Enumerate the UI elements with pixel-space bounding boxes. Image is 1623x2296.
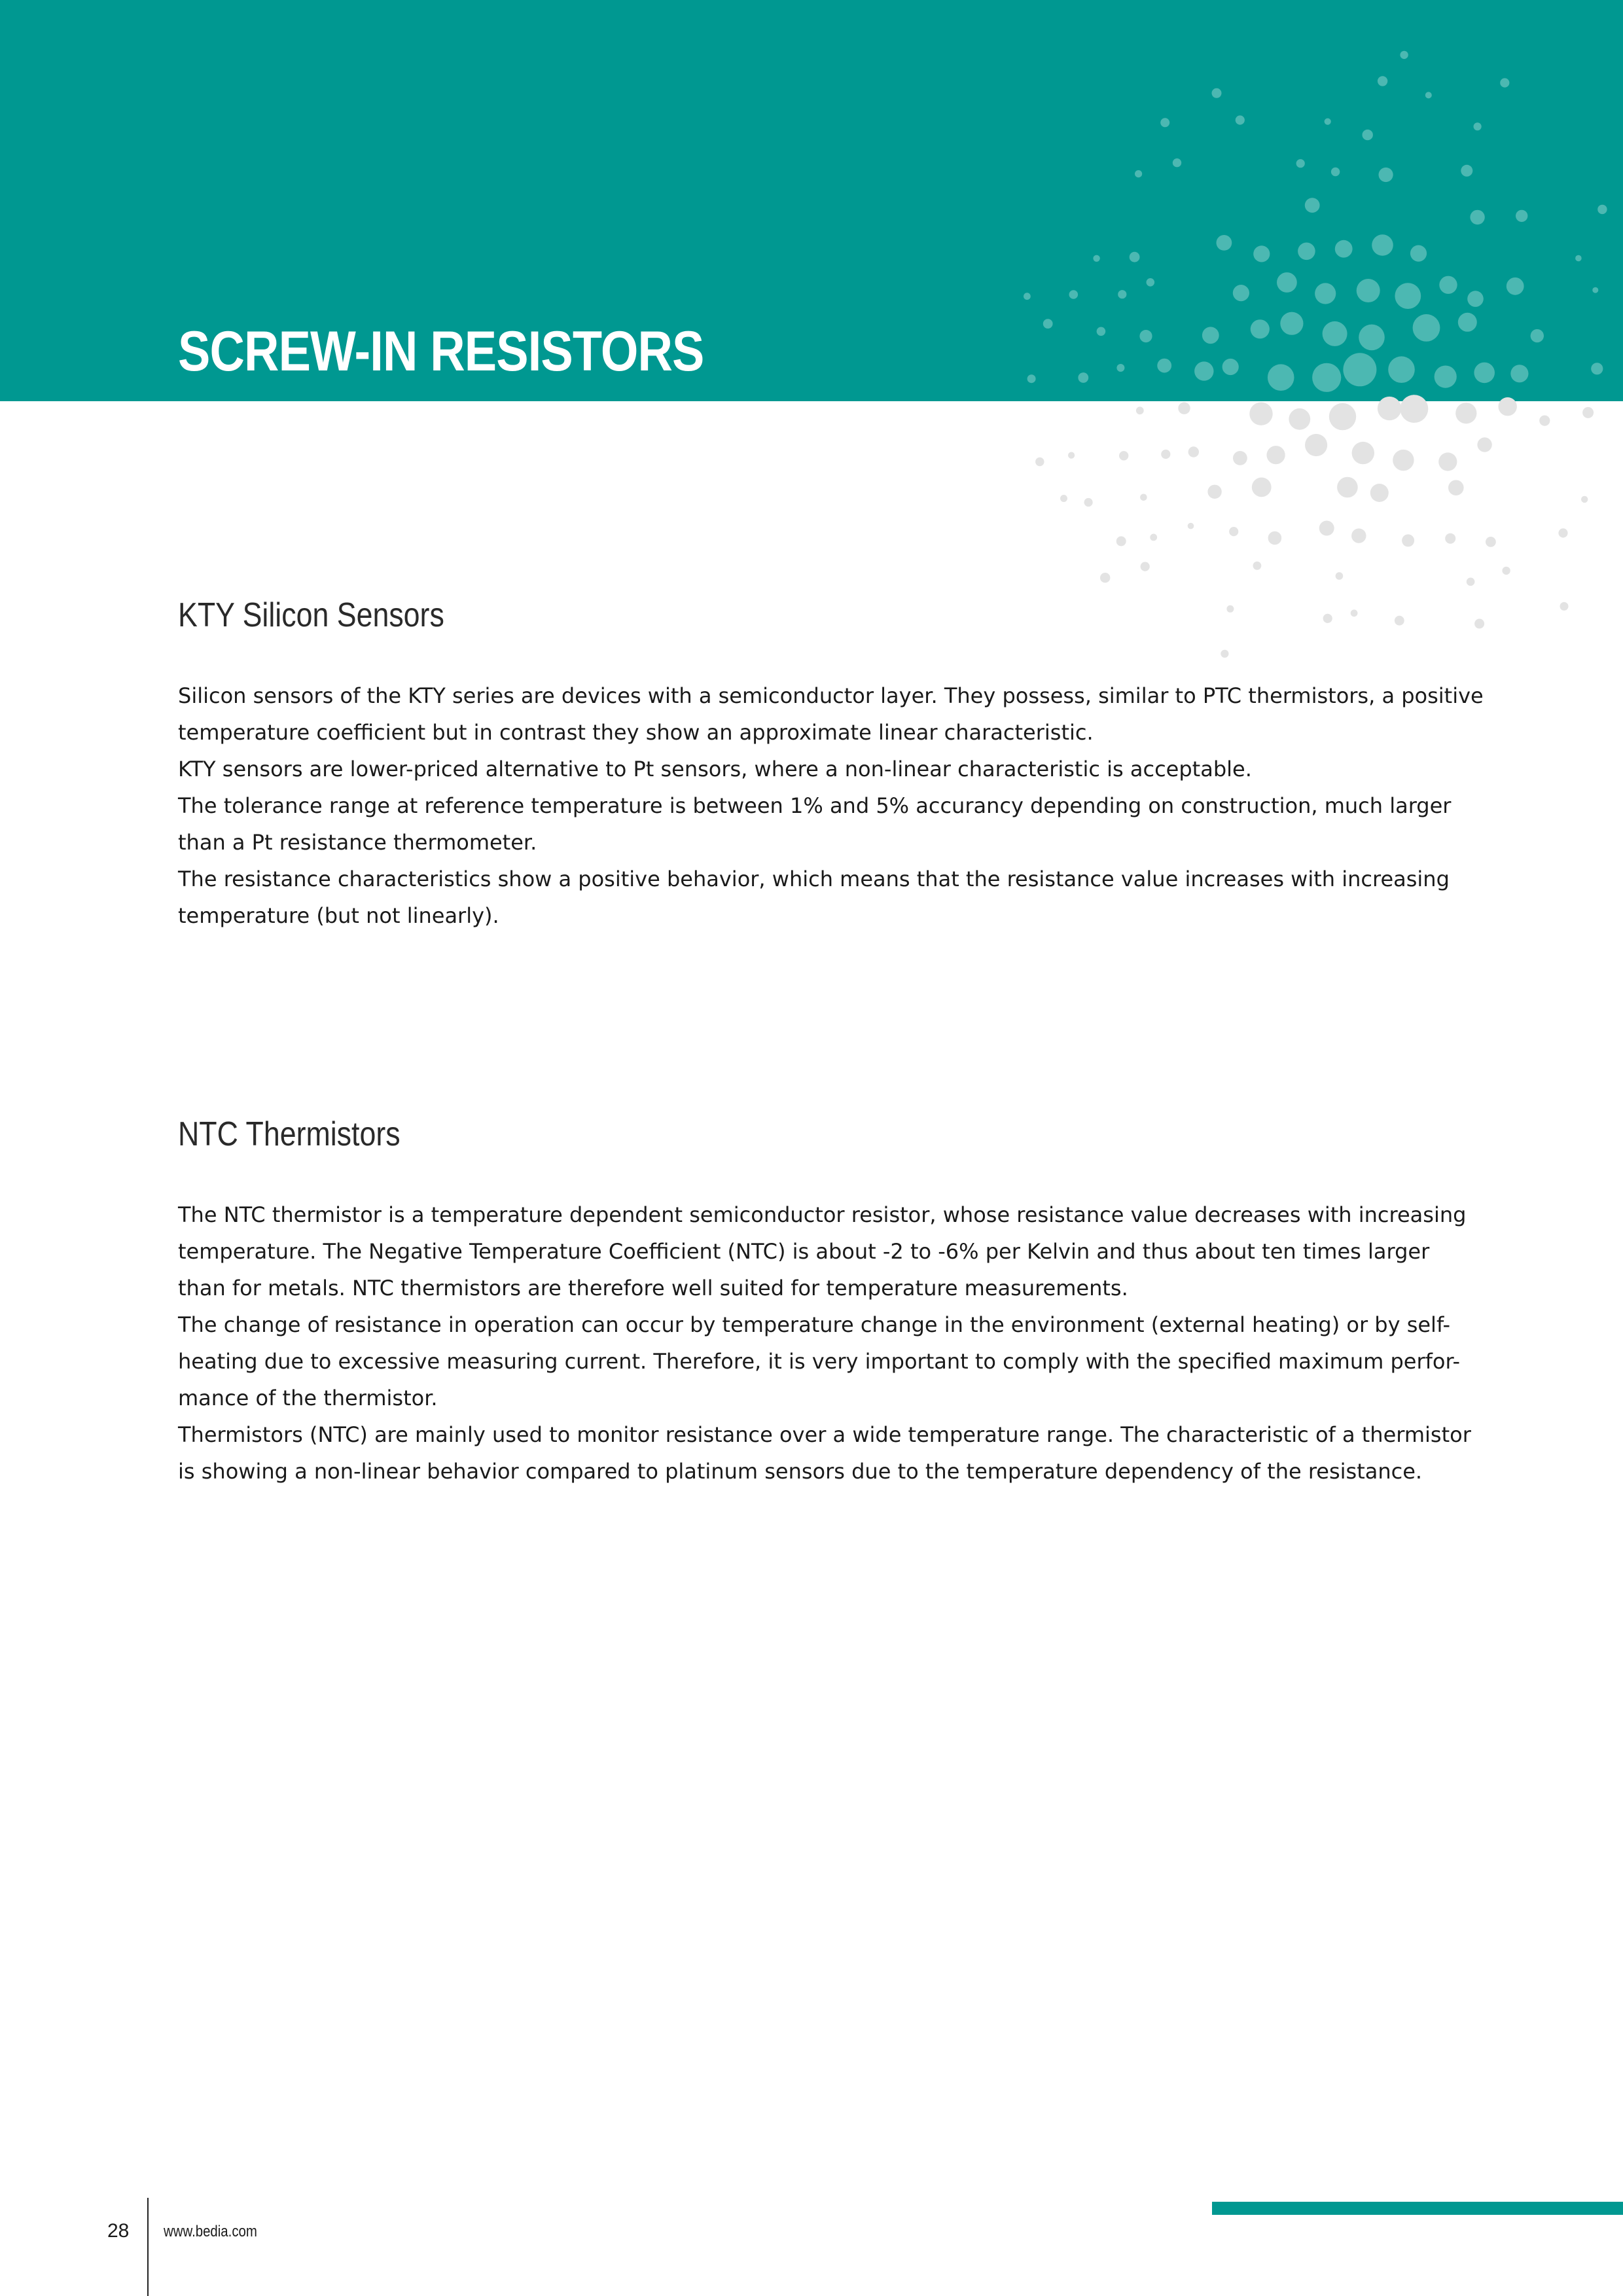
decorative-dot — [1539, 416, 1550, 426]
decorative-dot — [1363, 130, 1373, 140]
decorative-dot — [1357, 279, 1380, 302]
decorative-dot — [1592, 287, 1598, 293]
decorative-dot — [1069, 290, 1079, 299]
body-line: The tolerance range at reference temperature is between 1% and 5% accurancy depending on construction, much larger — [178, 793, 1452, 818]
body-line: temperature. The Negative Temperature Coefficient (NTC) is about -2 to -6% per Kelvin and thus about ten times larger — [178, 1239, 1430, 1264]
decorative-dot — [1277, 272, 1297, 293]
decorative-dot — [1253, 245, 1270, 262]
decorative-dot — [1581, 496, 1588, 503]
decorative-dot — [1078, 372, 1088, 383]
decorative-dot — [1402, 534, 1414, 547]
decorative-dot — [1130, 252, 1140, 262]
body-line: temperature (but not linearly). — [178, 903, 499, 928]
decorative-dot — [1226, 605, 1234, 613]
decorative-dot — [1435, 366, 1457, 388]
decorative-dot — [1467, 291, 1484, 307]
section-body-kty — [178, 677, 1487, 934]
decorative-dot — [1359, 325, 1385, 351]
body-line: Silicon sensors of the KTY series are devices with a semiconductor layer. They possess, similar to PTC thermistors, a positive — [178, 683, 1484, 708]
decorative-dot — [1305, 434, 1327, 456]
decorative-dot — [1395, 283, 1421, 309]
decorative-dot — [1388, 356, 1415, 383]
decorative-dot — [1378, 397, 1401, 420]
decorative-dot — [1212, 88, 1222, 98]
decorative-dot — [1222, 359, 1239, 375]
decorative-dot — [1139, 330, 1152, 342]
decorative-dot — [1582, 407, 1594, 418]
decorative-dot — [1116, 536, 1126, 546]
decorative-dot — [1393, 450, 1414, 471]
decorative-dot — [1160, 118, 1169, 127]
decorative-dot — [1597, 205, 1607, 214]
decorative-dot — [1455, 403, 1476, 423]
decorative-dot — [1100, 573, 1110, 583]
decorative-dot — [1499, 397, 1517, 416]
decorative-dot — [1060, 495, 1067, 502]
decorative-dot — [1207, 485, 1221, 499]
decorative-dot — [1425, 92, 1432, 98]
decorative-dot — [1410, 245, 1427, 262]
decorative-dot — [1140, 494, 1147, 501]
decorative-dot — [1312, 363, 1341, 392]
decorative-dot — [1150, 534, 1157, 541]
decorative-dot — [1217, 235, 1232, 251]
decorative-dot — [1343, 353, 1376, 386]
decorative-dot — [1400, 395, 1429, 423]
decorative-dot — [1395, 616, 1404, 626]
decorative-dot — [1068, 452, 1075, 459]
decorative-dot — [1119, 451, 1128, 460]
page-title: SCREW-IN RESISTORS — [178, 320, 704, 383]
section-heading-kty: KTY Silicon Sensors — [178, 596, 444, 634]
decorative-dot — [1500, 78, 1509, 87]
decorative-dot — [1084, 498, 1093, 507]
decorative-dot — [1043, 319, 1053, 329]
decorative-dot — [1510, 365, 1528, 382]
decorative-dot — [1097, 327, 1106, 336]
decorative-dot — [1351, 528, 1366, 543]
body-line: The change of resistance in operation can occur by temperature change in the environment (external heating) or by self- — [178, 1312, 1450, 1337]
decorative-dot — [1249, 403, 1272, 425]
body-line: mance of the thermistor. — [178, 1386, 438, 1410]
decorative-dot — [1591, 363, 1603, 374]
decorative-dot — [1233, 451, 1247, 465]
decorative-dot — [1560, 602, 1569, 611]
body-line: Thermistors (NTC) are mainly used to monitor resistance over a wide temperature range. The characteristic of a thermistor — [178, 1422, 1471, 1447]
decorative-dot — [1477, 437, 1491, 452]
decorative-dot — [1458, 313, 1477, 332]
decorative-dot — [1486, 537, 1496, 547]
decorative-dot — [1202, 327, 1219, 344]
decorative-dot — [1027, 374, 1036, 383]
decorative-dot — [1221, 650, 1228, 658]
decorative-dot — [1233, 285, 1249, 301]
decorative-dot — [1173, 158, 1181, 167]
decorative-dot — [1298, 243, 1315, 260]
decorative-dot — [1448, 480, 1464, 495]
decorative-dot — [1252, 478, 1272, 497]
decorative-dot — [1229, 527, 1238, 536]
decorative-dot — [1516, 210, 1527, 222]
decorative-dot — [1467, 578, 1475, 586]
body-line: heating due to excessive measuring current. Therefore, it is very important to comply with the specified maximum perfor- — [178, 1349, 1461, 1374]
decorative-dot — [1093, 255, 1099, 262]
decorative-dot — [1337, 477, 1358, 498]
body-line: KTY sensors are lower-priced alternative to Pt sensors, where a non-linear characteristic is acceptable. — [178, 757, 1252, 781]
footer-divider — [147, 2198, 149, 2296]
body-line: than a Pt resistance thermometer. — [178, 830, 537, 855]
decorative-dot — [1035, 457, 1044, 466]
decorative-dot — [1325, 118, 1331, 125]
decorative-dot — [1575, 255, 1582, 262]
decorative-dot — [1558, 528, 1567, 537]
decorative-dot — [1178, 403, 1190, 414]
decorative-dot — [1188, 523, 1194, 529]
decorative-dot — [1024, 293, 1031, 300]
decorative-dot — [1335, 240, 1353, 258]
website-link[interactable]: www.bedia.com — [164, 2223, 257, 2240]
decorative-dot — [1370, 484, 1389, 502]
decorative-dot — [1118, 290, 1126, 298]
decorative-dot — [1329, 403, 1356, 430]
decorative-dot — [1470, 210, 1484, 224]
decorative-dot — [1236, 115, 1245, 124]
decorative-dot — [1502, 567, 1510, 575]
body-line: The NTC thermistor is a temperature dependent semiconductor resistor, whose resistance value decreases with increasing — [178, 1202, 1467, 1227]
decorative-dot — [1296, 159, 1305, 168]
section-heading-ntc: NTC Thermistors — [178, 1115, 401, 1153]
body-line: is showing a non-linear behavior compared to platinum sensors due to the temperature dependency of the resistance. — [178, 1459, 1423, 1484]
body-line: The resistance characteristics show a positive behavior, which means that the resistance value increases with increasing — [178, 867, 1450, 891]
decorative-dot — [1315, 283, 1336, 304]
decorative-dot — [1439, 276, 1457, 294]
decorative-dot — [1136, 406, 1144, 414]
decorative-dot — [1474, 122, 1482, 130]
body-line: than for metals. NTC thermistors are therefore well suited for temperature measurements. — [178, 1276, 1128, 1300]
decorative-dot — [1461, 165, 1472, 177]
decorative-dot — [1323, 321, 1347, 346]
page-number: 28 — [107, 2220, 130, 2242]
decorative-dot — [1157, 359, 1171, 373]
decorative-dot — [1194, 361, 1213, 380]
decorative-dot — [1400, 51, 1408, 59]
decorative-dot — [1251, 319, 1270, 338]
decorative-dot — [1413, 314, 1440, 342]
decorative-dot — [1351, 609, 1358, 617]
decorative-dot — [1379, 168, 1393, 182]
decorative-dot — [1268, 531, 1282, 545]
decorative-dot — [1253, 562, 1262, 570]
decorative-dot — [1378, 76, 1387, 86]
decorative-dot — [1268, 364, 1294, 391]
decorative-dot — [1141, 562, 1150, 571]
decorative-dot — [1331, 168, 1340, 176]
decorative-dot — [1161, 450, 1170, 459]
decorative-dot — [1319, 521, 1334, 536]
decorative-dot — [1289, 408, 1310, 430]
decorative-dot — [1305, 198, 1320, 213]
decorative-dot — [1372, 234, 1393, 256]
decorative-dot — [1135, 170, 1142, 177]
decorative-dot — [1531, 329, 1544, 342]
footer-accent-bar — [1212, 2202, 1623, 2215]
decorative-dot — [1438, 452, 1457, 471]
decorative-dot — [1336, 572, 1344, 580]
decorative-dot — [1147, 278, 1155, 287]
decorative-dot — [1323, 614, 1332, 623]
decorative-dot — [1188, 446, 1199, 457]
decorative-dot — [1507, 278, 1524, 295]
decorative-dot — [1352, 442, 1374, 464]
decorative-dot — [1280, 312, 1303, 335]
decorative-dot — [1267, 446, 1285, 464]
decorative-dot — [1445, 533, 1455, 544]
decorative-dot — [1116, 364, 1124, 372]
body-line: temperature coefficient but in contrast they show an approximate linear characteristic. — [178, 720, 1094, 745]
decorative-dot — [1474, 363, 1495, 384]
section-body-ntc — [178, 1196, 1487, 1490]
decorative-dot — [1474, 619, 1484, 628]
